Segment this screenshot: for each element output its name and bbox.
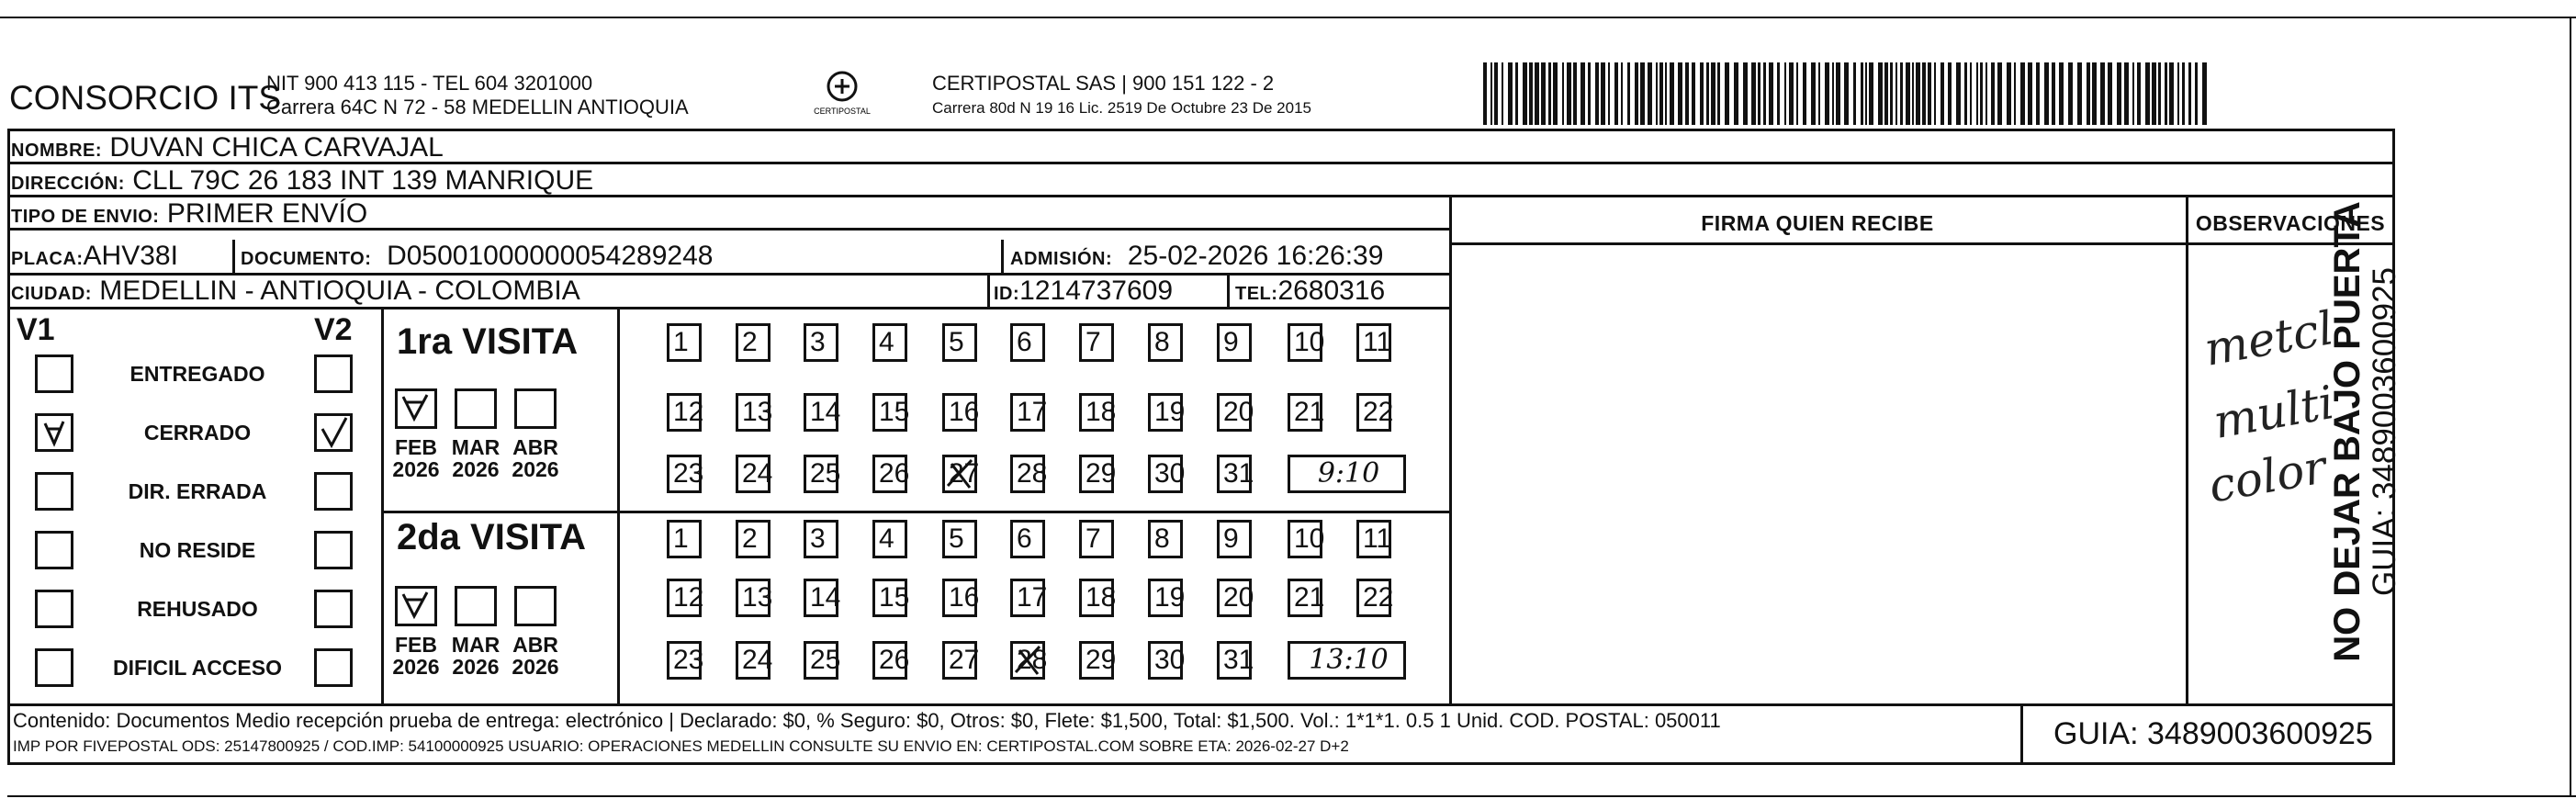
observation-line-2: multi	[2209, 376, 2338, 449]
placa-row: PLACA:AHV38I	[11, 241, 178, 271]
barcode-bar	[1940, 62, 1944, 125]
barcode-bar	[1508, 62, 1513, 125]
barcode-bar	[1956, 62, 1961, 125]
col-line	[1227, 273, 1230, 307]
day-box-30[interactable]: 30	[1148, 455, 1183, 493]
day-box-29[interactable]: 29	[1079, 641, 1114, 680]
barcode-bar	[1541, 62, 1546, 125]
day-box-27[interactable]: 27	[942, 455, 977, 493]
direccion-value: CLL 79C 26 183 INT 139 MANRIQUE	[132, 165, 594, 196]
barcode-bar	[2077, 62, 2082, 125]
barcode-bar	[2152, 62, 2156, 125]
tipo-row: TIPO DE ENVIO: PRIMER ENVÍO	[11, 198, 368, 229]
day-box-2[interactable]: 2	[736, 323, 771, 362]
col-line	[7, 129, 10, 765]
day-box-27[interactable]: 27	[942, 641, 977, 680]
barcode-bar	[2165, 62, 2167, 125]
visit-divider	[381, 511, 1449, 513]
barcode-bar	[1769, 62, 1773, 125]
day-box-31[interactable]: 31	[1217, 455, 1252, 493]
day-box-29[interactable]: 29	[1079, 455, 1114, 493]
courier-address: Carrera 80d N 19 16 Lic. 2519 De Octubre 23 De 2015	[932, 99, 1311, 117]
month-checkbox[interactable]	[395, 388, 437, 429]
nombre-row: NOMBRE: DUVAN CHICA CARVAJAL	[11, 132, 444, 163]
day-box-17[interactable]: 17	[1010, 579, 1045, 617]
barcode-bar	[1580, 62, 1585, 125]
day-box-5[interactable]: 5	[942, 520, 977, 558]
month-label: ABR 2026	[512, 633, 559, 679]
barcode-bar	[2108, 62, 2112, 125]
barcode-bar	[1758, 62, 1760, 125]
day-box-17[interactable]: 17	[1010, 393, 1045, 432]
day-box-15[interactable]: 15	[872, 393, 907, 432]
barcode-bar	[2124, 62, 2129, 125]
status-label: ENTREGADO	[129, 362, 265, 386]
col-line	[617, 307, 620, 703]
barcode-bar	[1743, 62, 1748, 125]
day-box-16[interactable]: 16	[942, 393, 977, 432]
v2-checkbox[interactable]	[314, 413, 353, 452]
day-mark-icon	[942, 455, 977, 493]
barcode-bar	[2059, 62, 2064, 125]
barcode-bar	[2158, 62, 2161, 125]
top-border	[0, 17, 2576, 18]
barcode-bar	[1964, 62, 1967, 125]
footer-print-line: IMP POR FIVEPOSTAL ODS: 25147800925 / COD.IMP: 54100000925 USUARIO: OPERACIONES MEDELLIN CONSULTE SU ENVIO EN: CERTIPOSTAL.COM SOBRE ETA: 2026-02-27 D+2	[13, 737, 1349, 755]
barcode-bar	[2020, 62, 2025, 125]
v2-checkbox[interactable]	[314, 590, 353, 628]
barcode-bar	[1502, 62, 1503, 125]
barcode-bar	[2137, 62, 2141, 125]
observaciones-header: OBSERVACIONES	[2195, 211, 2386, 235]
v1-checkbox[interactable]	[35, 472, 73, 511]
v1-checkbox[interactable]	[35, 354, 73, 393]
barcode-bar	[2068, 62, 2073, 125]
barcode-bar	[1853, 62, 1856, 125]
barcode-bar	[2182, 62, 2185, 125]
day-box-24[interactable]: 24	[736, 641, 771, 680]
second-visit-title: 2da VISITA	[397, 517, 586, 557]
barcode-bar	[1659, 62, 1663, 125]
svg-text:CERTIPOSTAL: CERTIPOSTAL	[814, 107, 871, 116]
month-label: ABR 2026	[512, 435, 559, 481]
barcode-bar	[1562, 62, 1564, 125]
v1-checkbox[interactable]	[35, 413, 73, 452]
ciudad-row: CIUDAD: MEDELLIN - ANTIOQUIA - COLOMBIA	[11, 276, 580, 306]
day-box-12[interactable]: 12	[667, 393, 702, 432]
check-mark-icon	[317, 416, 350, 449]
day-mark-icon	[1010, 641, 1045, 680]
day-box-6[interactable]: 6	[1010, 520, 1045, 558]
day-box-26[interactable]: 26	[872, 641, 907, 680]
day-box-13[interactable]: 13	[736, 579, 771, 617]
day-box-21[interactable]: 21	[1288, 393, 1322, 432]
day-box-3[interactable]: 3	[804, 323, 838, 362]
barcode-bar	[1997, 62, 2002, 125]
barcode-bar	[1803, 62, 1806, 125]
certipostal-logo	[813, 68, 872, 119]
barcode-bar	[2028, 62, 2032, 125]
admision-value: 25-02-2026 16:26:39	[1127, 241, 1384, 271]
placa-value: AHV38I	[83, 241, 178, 271]
barcode-bar	[1789, 62, 1794, 125]
barcode-bar	[2092, 62, 2097, 125]
v1-label: V1	[17, 312, 55, 347]
documento-row: DOCUMENTO: D05001000000054289248	[241, 241, 714, 271]
barcode-bar	[1928, 62, 1931, 125]
day-box-1[interactable]: 1	[667, 323, 702, 362]
barcode-bar	[1535, 62, 1539, 125]
tel-row: TEL:2680316	[1235, 276, 1386, 306]
day-box-7[interactable]: 7	[1079, 323, 1114, 362]
barcode-bar	[1588, 62, 1591, 125]
day-box-4[interactable]: 4	[872, 520, 907, 558]
day-box-5[interactable]: 5	[942, 323, 977, 362]
day-box-22[interactable]: 22	[1356, 579, 1391, 617]
day-box-10[interactable]: 10	[1288, 323, 1322, 362]
check-mark-icon	[38, 416, 71, 449]
barcode-bar	[1832, 62, 1834, 125]
barcode-bar	[1608, 62, 1610, 125]
barcode-bar	[2014, 62, 2016, 125]
barcode-bar	[1922, 62, 1926, 125]
side-guia: GUIA: 3489003600925	[2367, 266, 2402, 597]
barcode-bar	[2177, 62, 2179, 125]
v1-checkbox[interactable]	[35, 590, 73, 628]
v2-checkbox[interactable]	[314, 472, 353, 511]
day-box-19[interactable]: 19	[1148, 579, 1183, 617]
side-warning: NO DEJAR BAJO PUERTA	[2327, 201, 2368, 662]
barcode-bar	[1648, 62, 1652, 125]
barcode-bar	[1818, 62, 1820, 125]
tel-value: 2680316	[1277, 276, 1386, 306]
barcode-bar	[1890, 62, 1893, 125]
month-checkbox[interactable]	[455, 586, 497, 626]
month-checkbox[interactable]	[395, 586, 437, 626]
month-label: FEB 2026	[392, 633, 440, 679]
admision-row: ADMISIÓN: 25-02-2026 16:26:39	[1010, 241, 1384, 271]
check-mark-icon	[398, 589, 434, 624]
barcode-bar	[1906, 62, 1910, 125]
barcode-bar	[1692, 62, 1695, 125]
day-box-20[interactable]: 20	[1217, 579, 1252, 617]
day-box-6[interactable]: 6	[1010, 323, 1045, 362]
v2-label: V2	[314, 312, 353, 347]
barcode-bar	[1869, 62, 1873, 125]
company-address: Carrera 64C N 72 - 58 MEDELLIN ANTIOQUIA	[266, 96, 689, 118]
day-box-28[interactable]: 28	[1010, 641, 1045, 680]
barcode-bar	[1614, 62, 1618, 125]
day-box-23[interactable]: 23	[667, 455, 702, 493]
barcode-bar	[1529, 62, 1533, 125]
nombre-value: DUVAN CHICA CARVAJAL	[109, 132, 444, 163]
day-box-18[interactable]: 18	[1079, 393, 1114, 432]
day-box-7[interactable]: 7	[1079, 520, 1114, 558]
barcode-bar	[1548, 62, 1551, 125]
barcode-bar	[1734, 62, 1738, 125]
barcode-bar	[2044, 62, 2049, 125]
v1-checkbox[interactable]	[35, 648, 73, 687]
visit-time-box[interactable]: 9:10	[1288, 455, 1406, 493]
footer-content-line: Contenido: Documentos Medio recepción prueba de entrega: electrónico | Declarado: $0, % Seguro: $0, Otros: $0, Flete: $1,500, Total: $1,500. Vol.: 1*1*1. 0.5 1 Unid. COD. POSTAL: 050011	[13, 709, 1721, 732]
col-line	[2020, 703, 2023, 762]
barcode-bar	[1811, 62, 1816, 125]
barcode-bar	[1948, 62, 1952, 125]
barcode-bar	[1861, 62, 1863, 125]
col-line	[232, 240, 235, 273]
barcode-bar	[2052, 62, 2055, 125]
barcode-bar	[1656, 62, 1658, 125]
barcode-bar	[1685, 62, 1689, 125]
month-label: MAR 2026	[451, 633, 501, 679]
barcode-bar	[1777, 62, 1780, 125]
row-line	[1449, 242, 2395, 245]
barcode-bar	[1711, 62, 1715, 125]
barcode-bar	[2087, 62, 2090, 125]
day-box-10[interactable]: 10	[1288, 520, 1322, 558]
barcode-bar	[1678, 62, 1682, 125]
barcode-bar	[1523, 62, 1527, 125]
day-box-23[interactable]: 23	[667, 641, 702, 680]
barcode-bar	[1844, 62, 1849, 125]
day-box-11[interactable]: 11	[1356, 520, 1391, 558]
barcode-bar	[1916, 62, 1920, 125]
barcode-bar	[1878, 62, 1883, 125]
barcode-bar	[2169, 62, 2174, 125]
barcode-bar	[2145, 62, 2150, 125]
barcode-bar	[1751, 62, 1756, 125]
barcode-bar	[1567, 62, 1571, 125]
status-label: REHUSADO	[137, 597, 258, 621]
barcode-bar	[1725, 62, 1729, 125]
barcode-bar	[1763, 62, 1766, 125]
barcode-bar	[1640, 62, 1645, 125]
footer-guia: GUIA: 3489003600925	[2053, 716, 2373, 751]
barcode-bar	[1601, 62, 1605, 125]
barcode-bar	[1912, 62, 1914, 125]
day-box-9[interactable]: 9	[1217, 323, 1252, 362]
row-line	[7, 129, 2395, 131]
month-label: MAR 2026	[451, 435, 501, 481]
check-mark-icon	[398, 391, 434, 426]
day-box-20[interactable]: 20	[1217, 393, 1252, 432]
barcode-bar	[1980, 62, 1983, 125]
day-box-22[interactable]: 22	[1356, 393, 1391, 432]
barcode-bar	[1796, 62, 1798, 125]
day-box-1[interactable]: 1	[667, 520, 702, 558]
day-box-26[interactable]: 26	[872, 455, 907, 493]
ciudad-value: MEDELLIN - ANTIOQUIA - COLOMBIA	[99, 276, 580, 306]
row-line	[7, 762, 2395, 765]
day-box-2[interactable]: 2	[736, 520, 771, 558]
side-text	[2327, 156, 2402, 707]
day-box-14[interactable]: 14	[804, 393, 838, 432]
company-name: CONSORCIO ITS	[9, 79, 282, 117]
day-box-18[interactable]: 18	[1079, 579, 1114, 617]
barcode-bar	[1553, 62, 1558, 125]
status-label: DIR. ERRADA	[128, 479, 267, 503]
col-line	[381, 307, 384, 703]
col-line	[2186, 195, 2188, 703]
barcode-bar	[1515, 62, 1518, 125]
day-box-30[interactable]: 30	[1148, 641, 1183, 680]
barcode-bar	[1635, 62, 1638, 125]
month-checkbox[interactable]	[455, 388, 497, 429]
col-line	[987, 273, 990, 307]
barcode-bar	[1784, 62, 1786, 125]
barcode-bar	[1621, 62, 1623, 125]
visit-time-box[interactable]: 13:10	[1288, 641, 1406, 680]
barcode-bar	[2132, 62, 2134, 125]
barcode-bar	[2007, 62, 2011, 125]
day-box-25[interactable]: 25	[804, 455, 838, 493]
barcode-bar	[2188, 62, 2191, 125]
firma-header: FIRMA QUIEN RECIBE	[1701, 211, 1934, 235]
day-box-11[interactable]: 11	[1356, 323, 1391, 362]
barcode-bar	[1836, 62, 1840, 125]
day-box-3[interactable]: 3	[804, 520, 838, 558]
first-visit-title: 1ra VISITA	[397, 321, 579, 362]
barcode-bar	[1670, 62, 1674, 125]
day-box-13[interactable]: 13	[736, 393, 771, 432]
barcode-bar	[1900, 62, 1903, 125]
v2-checkbox[interactable]	[314, 531, 353, 569]
day-box-14[interactable]: 14	[804, 579, 838, 617]
barcode-bar	[1825, 62, 1829, 125]
observation-line-1: metcl	[2200, 301, 2338, 377]
day-box-21[interactable]: 21	[1288, 579, 1322, 617]
day-box-8[interactable]: 8	[1148, 323, 1183, 362]
day-box-4[interactable]: 4	[872, 323, 907, 362]
barcode-bar	[1991, 62, 1995, 125]
barcode-bar	[1706, 62, 1709, 125]
barcode-bar	[2036, 62, 2040, 125]
direccion-row: DIRECCIÓN: CLL 79C 26 183 INT 139 MANRIQUE	[11, 165, 594, 196]
month-checkbox[interactable]	[514, 388, 557, 429]
month-label: FEB 2026	[392, 435, 440, 481]
barcode-bar	[2100, 62, 2105, 125]
barcode-bar	[1717, 62, 1720, 125]
courier-name: CERTIPOSTAL SAS | 900 151 122 - 2	[932, 72, 1275, 95]
observation-line-3: color	[2204, 440, 2331, 513]
barcode-bar	[1627, 62, 1630, 125]
day-box-9[interactable]: 9	[1217, 520, 1252, 558]
v2-checkbox[interactable]	[314, 648, 353, 687]
day-box-24[interactable]: 24	[736, 455, 771, 493]
day-box-12[interactable]: 12	[667, 579, 702, 617]
status-label: CERRADO	[143, 421, 252, 444]
tipo-value: PRIMER ENVÍO	[166, 198, 368, 229]
day-box-15[interactable]: 15	[872, 579, 907, 617]
v1-checkbox[interactable]	[35, 531, 73, 569]
barcode-bar	[1483, 62, 1487, 125]
barcode-bar	[1490, 62, 1492, 125]
documento-value: D05001000000054289248	[387, 241, 714, 271]
barcode-bar	[1970, 62, 1972, 125]
barcode-bar	[1494, 62, 1498, 125]
status-label: DIFICIL ACCESO	[112, 656, 282, 680]
day-box-25[interactable]: 25	[804, 641, 838, 680]
barcode	[1483, 62, 2213, 125]
month-checkbox[interactable]	[514, 586, 557, 626]
company-nit: NIT 900 413 115 - TEL 604 3201000	[266, 72, 593, 95]
bottom-border	[7, 795, 2576, 797]
id-value: 1214737609	[1019, 276, 1174, 306]
barcode-bar	[1573, 62, 1577, 125]
barcode-bar	[1595, 62, 1599, 125]
barcode-bar	[1865, 62, 1867, 125]
barcode-bar	[1884, 62, 1888, 125]
barcode-bar	[2195, 62, 2198, 125]
barcode-bar	[2202, 62, 2207, 125]
right-border	[2570, 17, 2571, 797]
barcode-bar	[1976, 62, 1978, 125]
status-label: NO RESIDE	[139, 538, 256, 562]
barcode-bar	[2117, 62, 2121, 125]
col-line	[1449, 195, 1452, 703]
day-box-16[interactable]: 16	[942, 579, 977, 617]
barcode-bar	[1934, 62, 1936, 125]
barcode-bar	[1665, 62, 1667, 125]
col-line	[1001, 240, 1004, 273]
day-box-19[interactable]: 19	[1148, 393, 1183, 432]
day-box-8[interactable]: 8	[1148, 520, 1183, 558]
id-row: ID:1214737609	[994, 276, 1174, 306]
barcode-bar	[1985, 62, 1987, 125]
barcode-bar	[1895, 62, 1897, 125]
day-box-31[interactable]: 31	[1217, 641, 1252, 680]
barcode-bar	[1700, 62, 1704, 125]
row-line	[7, 703, 2395, 706]
v2-checkbox[interactable]	[314, 354, 353, 393]
day-box-28[interactable]: 28	[1010, 455, 1045, 493]
